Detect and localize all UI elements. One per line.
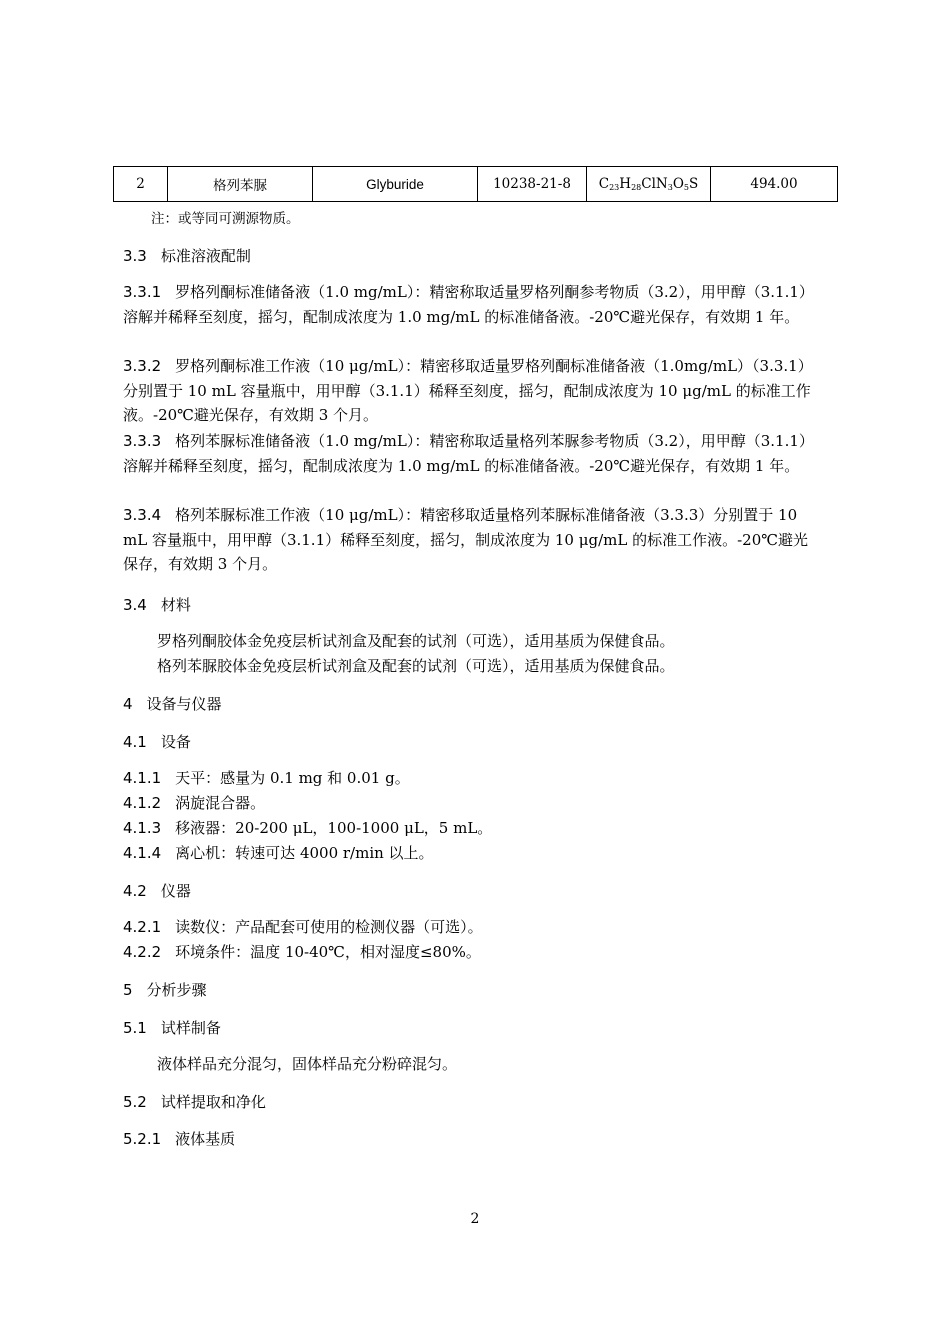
table-note: 注：或等同可溯源物质。 xyxy=(151,211,300,227)
heading-5-2 xyxy=(123,1091,266,1112)
heading-title: 设备与仪器 xyxy=(146,695,222,713)
clause-number: 4.1.4 xyxy=(123,844,162,862)
cell-molecular-mass: 494.00 xyxy=(711,167,838,202)
clause-text: 罗格列酮标准工作液（10 μg/mL）：精密移取适量罗格列酮标准储备液（1.0mg/mL）（3.3.1）分别置于 10 mL 容量瓶中，用甲醇（3.1.1）稀释至刻度，摇匀，配制成浓度为 10 μg/mL 的标准工作液。-20℃避光保存，有效期 3 个月。 xyxy=(123,357,813,425)
sample-preparation-text: 液体样品充分混匀，固体样品充分粉碎混匀。 xyxy=(157,1055,458,1073)
heading-5 xyxy=(123,979,207,1000)
formula-cln: ClN xyxy=(641,176,668,192)
formula-o: O xyxy=(672,176,684,192)
cell-cas-number: 10238-21-8 xyxy=(478,167,587,202)
heading-4-2 xyxy=(123,880,191,901)
clause-4-2-2 xyxy=(123,941,481,962)
heading-number: 4.1 xyxy=(123,733,147,751)
cell-molecular-formula xyxy=(587,167,711,202)
clause-text: 格列苯脲标准储备液（1.0 mg/mL）：精密称取适量格列苯脲参考物质（3.2），用甲醇（3.1.1）溶解并稀释至刻度，摇匀，配制成浓度为 1.0 mg/mL 的标准储备液。-20℃避光保存，有效期 1 年。 xyxy=(123,432,814,475)
clause-text: 移液器：20-200 μL，100-1000 μL，5 mL。 xyxy=(175,819,493,837)
clause-text: 液体基质 xyxy=(175,1130,236,1148)
clause-number: 3.3.2 xyxy=(123,357,162,375)
heading-3-3 xyxy=(123,245,251,266)
cell-english-name: Glyburide xyxy=(313,167,478,202)
cell-serial-number: 2 xyxy=(114,167,168,202)
paragraph-3-3-4 xyxy=(123,503,823,577)
clause-text: 涡旋混合器。 xyxy=(175,794,266,812)
clause-4-2-1 xyxy=(123,916,483,937)
material-line-1: 罗格列酮胶体金免疫层析试剂盒及配套的试剂（可选），适用基质为保健食品。 xyxy=(157,632,675,650)
heading-3-4 xyxy=(123,594,191,615)
paragraph-3-3-3 xyxy=(123,429,823,478)
heading-title: 标准溶液配制 xyxy=(160,247,251,265)
formula-o-subscript: 5 xyxy=(683,183,689,192)
heading-number: 5.1 xyxy=(123,1019,147,1037)
material-line-2: 格列苯脲胶体金免疫层析试剂盒及配套的试剂（可选），适用基质为保健食品。 xyxy=(157,657,675,675)
heading-number: 3.3 xyxy=(123,247,147,265)
clause-text: 环境条件：温度 10-40℃，相对湿度≤80%。 xyxy=(175,943,481,961)
paragraph-3-3-1 xyxy=(123,280,823,329)
clause-4-1-3 xyxy=(123,817,492,838)
heading-title: 仪器 xyxy=(160,882,191,900)
clause-4-1-1 xyxy=(123,767,410,788)
heading-number: 5 xyxy=(123,981,133,999)
table-row xyxy=(114,167,838,202)
heading-title: 分析步骤 xyxy=(146,981,207,999)
heading-title: 试样提取和净化 xyxy=(160,1093,266,1111)
clause-5-2-1 xyxy=(123,1128,235,1149)
formula-h: H xyxy=(619,176,632,192)
page-number: 2 xyxy=(470,1211,480,1227)
clause-number: 3.3.1 xyxy=(123,283,162,301)
heading-number: 4 xyxy=(123,695,133,713)
clause-text: 读数仪：产品配套可使用的检测仪器（可选）。 xyxy=(175,918,483,936)
clause-number: 4.1.2 xyxy=(123,794,162,812)
formula-h-subscript: 28 xyxy=(631,183,642,192)
clause-text: 格列苯脲标准工作液（10 μg/mL）：精密移取适量格列苯脲标准储备液（3.3.3）分别置于 10 mL 容量瓶中，用甲醇（3.1.1）稀释至刻度，摇匀，制成浓度为 10 μg/mL 的标准工作液。-20℃避光保存，有效期 3 个月。 xyxy=(123,506,809,574)
heading-number: 3.4 xyxy=(123,596,147,614)
clause-number: 4.1.1 xyxy=(123,769,162,787)
clause-text: 离心机：转速可达 4000 r/min 以上。 xyxy=(175,844,434,862)
heading-title: 试样制备 xyxy=(160,1019,221,1037)
clause-number: 3.3.4 xyxy=(123,506,162,524)
formula-c: C xyxy=(598,176,610,192)
heading-title: 材料 xyxy=(160,596,191,614)
clause-4-1-2 xyxy=(123,792,265,813)
formula-s: S xyxy=(688,176,699,192)
heading-4-1 xyxy=(123,731,191,752)
formula-n-subscript: 3 xyxy=(667,183,673,192)
heading-number: 4.2 xyxy=(123,882,147,900)
clause-number: 3.3.3 xyxy=(123,432,162,450)
reference-material-table xyxy=(113,166,838,202)
clause-number: 4.1.3 xyxy=(123,819,162,837)
clause-number: 4.2.1 xyxy=(123,918,162,936)
clause-text: 罗格列酮标准储备液（1.0 mg/mL）：精密称取适量罗格列酮参考物质（3.2），用甲醇（3.1.1）溶解并稀释至刻度，摇匀，配制成浓度为 1.0 mg/mL 的标准储备液。-20℃避光保存，有效期 1 年。 xyxy=(123,283,814,326)
heading-number: 5.2 xyxy=(123,1093,147,1111)
clause-number: 4.2.2 xyxy=(123,943,162,961)
heading-4 xyxy=(123,693,222,714)
clause-text: 天平：感量为 0.1 mg 和 0.01 g。 xyxy=(175,769,410,787)
cell-chinese-name: 格列苯脲 xyxy=(168,167,313,202)
heading-title: 设备 xyxy=(160,733,191,751)
clause-4-1-4 xyxy=(123,842,434,863)
formula-c-subscript: 23 xyxy=(609,183,620,192)
paragraph-3-3-2 xyxy=(123,354,823,428)
clause-number: 5.2.1 xyxy=(123,1130,162,1148)
heading-5-1 xyxy=(123,1017,221,1038)
